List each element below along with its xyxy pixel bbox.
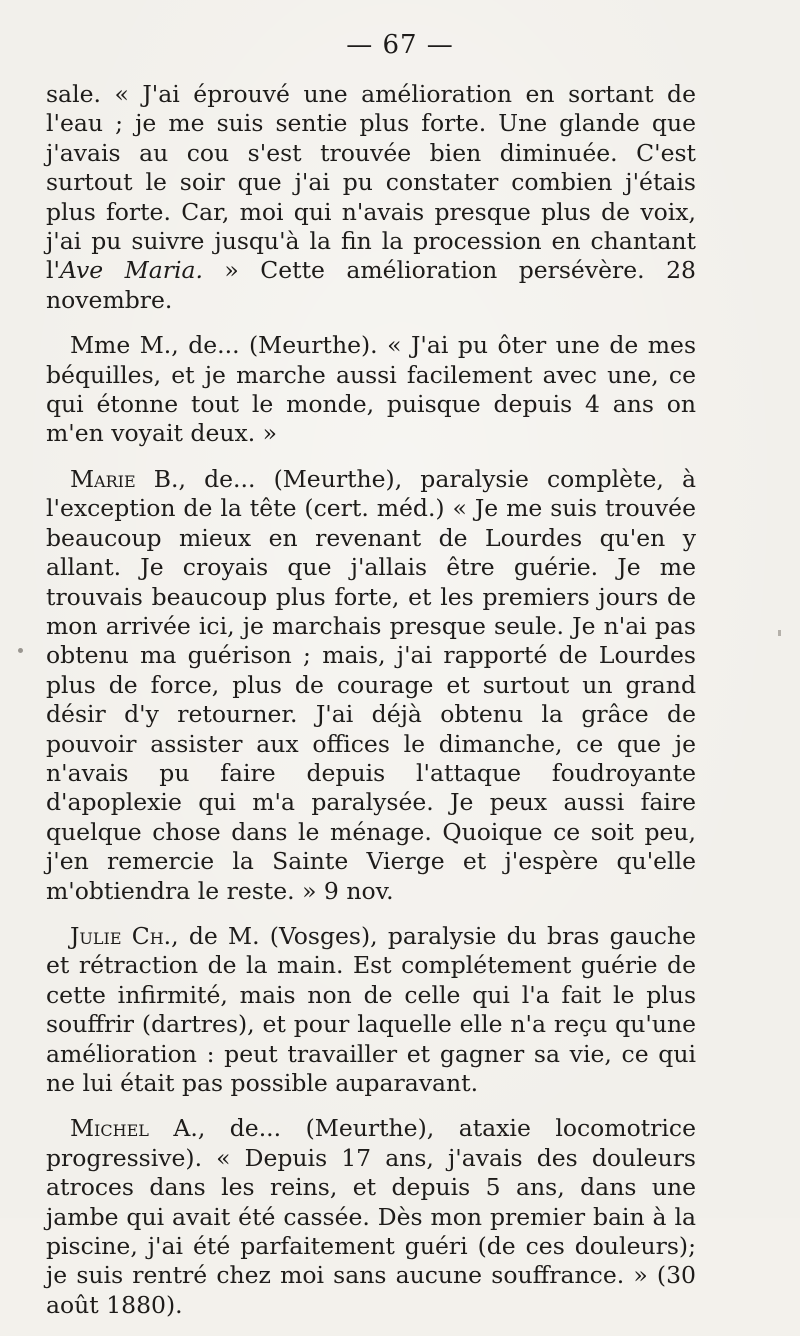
paragraph-michel-a [46, 1114, 696, 1320]
paragraph-mme-m [46, 331, 696, 449]
body-text [46, 80, 696, 1336]
ink-speck [18, 648, 23, 653]
paragraph-text: , de... (Meurthe), paralysie complète, à l'exception de la tête (cert. méd.) « Je me suis trouvée beaucoup mieux en revenant de Lourdes qu'en y allant. Je croyais que j'allais être guérie. Je me trouvais beaucoup plus forte, et les premiers jours de mon arrivée ici, je marchais presque seule. Je n'ai pas obtenu ma guérison ; mais, j'ai rapporté de Lourdes plus de force, plus de courage et surtout un grand désir d'y retourner. J'ai déjà obtenu la grâce de pouvoir assister aux offices le dimanche, ce que je n'avais pu faire depuis l'attaque foudroyante d'apoplexie qui m'a paralysée. Je peux aussi faire quelque chose dans le ménage. Quoique ce soit peu, j'en remercie la Sainte Vierge et j'espère qu'elle m'obtiendra le reste. » 9 nov. [46, 464, 696, 905]
paragraph-julie-ch [46, 922, 696, 1098]
entry-lead: Julie Ch. [70, 921, 172, 950]
paragraph-text: sale. « J'ai éprouvé une amélioration en sortant de l'eau ; je me suis sentie plus forte. Une glande que j'avais au cou s'est trouvée bien diminuée. C'est surtout le soir que j'ai pu constater combien j'étais plus forte. Car, moi qui n'avais presque plus de voix, j'ai pu suivre jusqu'à la fin la procession en chantant l' [46, 80, 696, 285]
entry-lead: Marie B. [70, 464, 179, 493]
entry-lead: Mme M., de... (Meurthe). [70, 331, 378, 360]
paragraph-marie-b [46, 465, 696, 906]
entry-lead: Michel A. [70, 1114, 198, 1143]
paragraph-text: , de M. (Vosges), paralysie du bras gauche et rétraction de la main. Est complétement guérie de cette infirmité, mais non de celle qui l'a fait le plus souffrir (dartres), et pour laquelle elle n'a reçu qu'une amélioration : peut travailler et gagner sa vie, ce qui ne lui était pas possible auparavant. [46, 921, 696, 1097]
paragraph-text: , de... (Meurthe), ataxie locomotrice progressive). « Depuis 17 ans, j'avais des douleurs atroces dans les reins, et depuis 5 ans, dans une jambe qui avait été cassée. Dès mon premier bain à la piscine, j'ai été parfaitement guéri (de ces douleurs); je suis rentré chez moi sans aucune souffrance. » (30 août 1880). [46, 1114, 696, 1319]
page-number: — 67 — [346, 30, 454, 60]
italic-title: Ave Maria. [59, 256, 203, 285]
paragraph-tail: » Cette amélioration persévère. 28 novembre. [46, 256, 696, 314]
ink-mark [778, 630, 781, 636]
paragraph-continuation [46, 80, 696, 315]
paragraph-text: « J'ai pu ôter une de mes béquilles, et je marche aussi facilement avec une, ce qui étonne tout le monde, puisque depuis 4 ans on m'en voyait deux. » [46, 331, 696, 448]
